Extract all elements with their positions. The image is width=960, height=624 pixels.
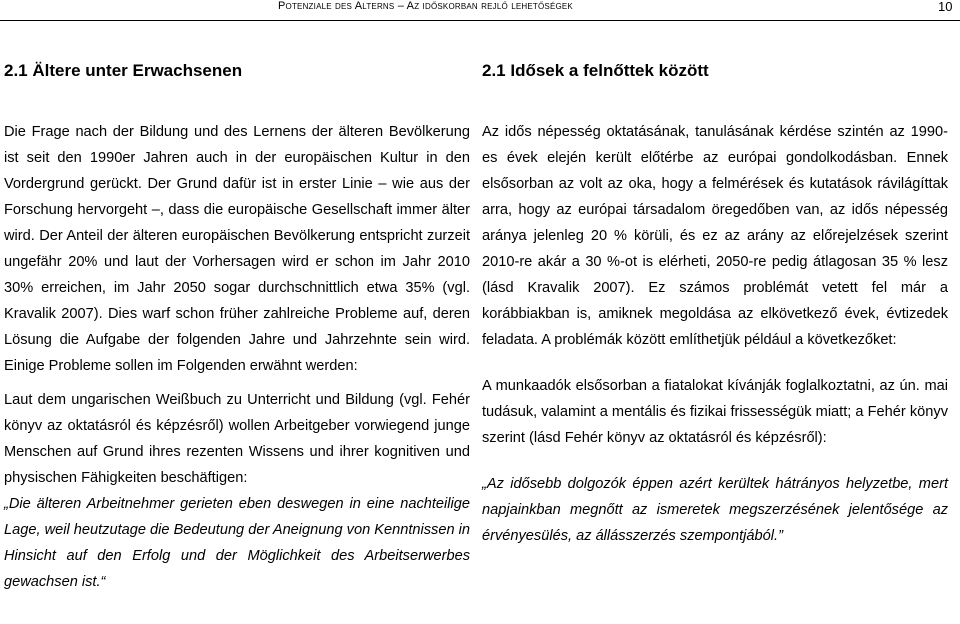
paragraph-employers-hungarian: A munkaadók elsősorban a fiatalokat kívánják foglalkoztatni, az ún. mai tudásuk, valamint a mentális és fizikai frissességük miatt; a Fehér könyv szerint (lásd Fehér könyv az oktatásról és képzésről):: [482, 378, 948, 446]
hungarian-column: [482, 60, 948, 549]
quote-hungarian: „Az idősebb dolgozók éppen azért kerültek hátrányos helyzetbe, mert napjainkban megnőtt az ismeretek megszerzésének jelentősége az érvényesülés, az állásszerzés szempontjából.”: [482, 476, 948, 544]
page-number: 10: [938, 0, 953, 14]
quote-german: „Die älteren Arbeitnehmer gerieten eben deswegen in eine nachteilige Lage, weil heutzutage die Bedeutung der Aneignung von Kenntnissen in Hinsicht auf den Erfolg und der Möglichkeit des Arbeitserwerbes gewachsen ist.“: [4, 496, 471, 590]
running-title: Potenziale des Alterns – Az időskorban rejlő lehetőségek: [278, 0, 573, 12]
paragraph-gap: [482, 353, 948, 373]
paragraph-gap: [4, 379, 470, 387]
section-heading-hungarian: 2.1 Idősek a felnőttek között: [482, 61, 709, 80]
page-header: [0, 0, 960, 24]
paragraph-employers-german: Laut dem ungarischen Weißbuch zu Unterricht und Bildung (vgl. Fehér könyv az oktatásról és képzésről) wollen Arbeitgeber vorwiegend junge Menschen auf Grund ihres rezenten Wissens und ihrer kognitiven und physischen Fähigkeiten beschäftigen:: [4, 392, 470, 486]
paragraph-intro-german: Die Frage nach der Bildung und des Lernens der älteren Bevölkerung ist seit den 1990er Jahren auch in der europäischen Kultur in den Vordergrund gerückt. Der Grund dafür ist in erster Linie – wie aus der Forschung hervorgeht –, dass die europäische Gesellschaft immer älter wird. Der Anteil der älteren europäischen Bevölkerung entspricht zurzeit ungefähr 20% und laut der Vorhersagen wird er schon im Jahr 2010 30% erreichen, im Jahr 2050 sogar durchschnittlich etwa 35% (vgl. Kravalik 2007). Dies warf schon früher zahlreiche Probleme auf, deren Lösung die Aufgabe der folgenden Jahre und Jahrzehnte sein wird. Einige Probleme sollen im Folgenden erwähnt werden:: [4, 124, 470, 374]
german-column: [4, 60, 470, 595]
paragraph-gap: [482, 451, 948, 471]
paragraph-intro-hungarian: Az idős népesség oktatásának, tanulásának kérdése szintén az 1990-es évek elején került előtérbe az európai gondolkodásban. Ennek elsősorban az volt az oka, hogy a felmérések és kutatások rávilágíttak arra, hogy az európai társadalom öregedőben van, az idős népesség aránya jelenleg 20 % körüli, és ez az arány az előrejelzések szerint 2010-re akár a 30 %-ot is elérheti, 2050-re pedig átlagosan 35 % lesz (lásd Kravalik 2007). Ez számos problémát vetett fel már a korábbiakban is, amiknek megoldása az elkövetkező évek, évtizedek feladata. A problémák között említhetjük például a következőket:: [482, 124, 948, 348]
section-heading-german: 2.1 Ältere unter Erwachsenen: [4, 61, 243, 80]
header-rule: [0, 20, 960, 21]
